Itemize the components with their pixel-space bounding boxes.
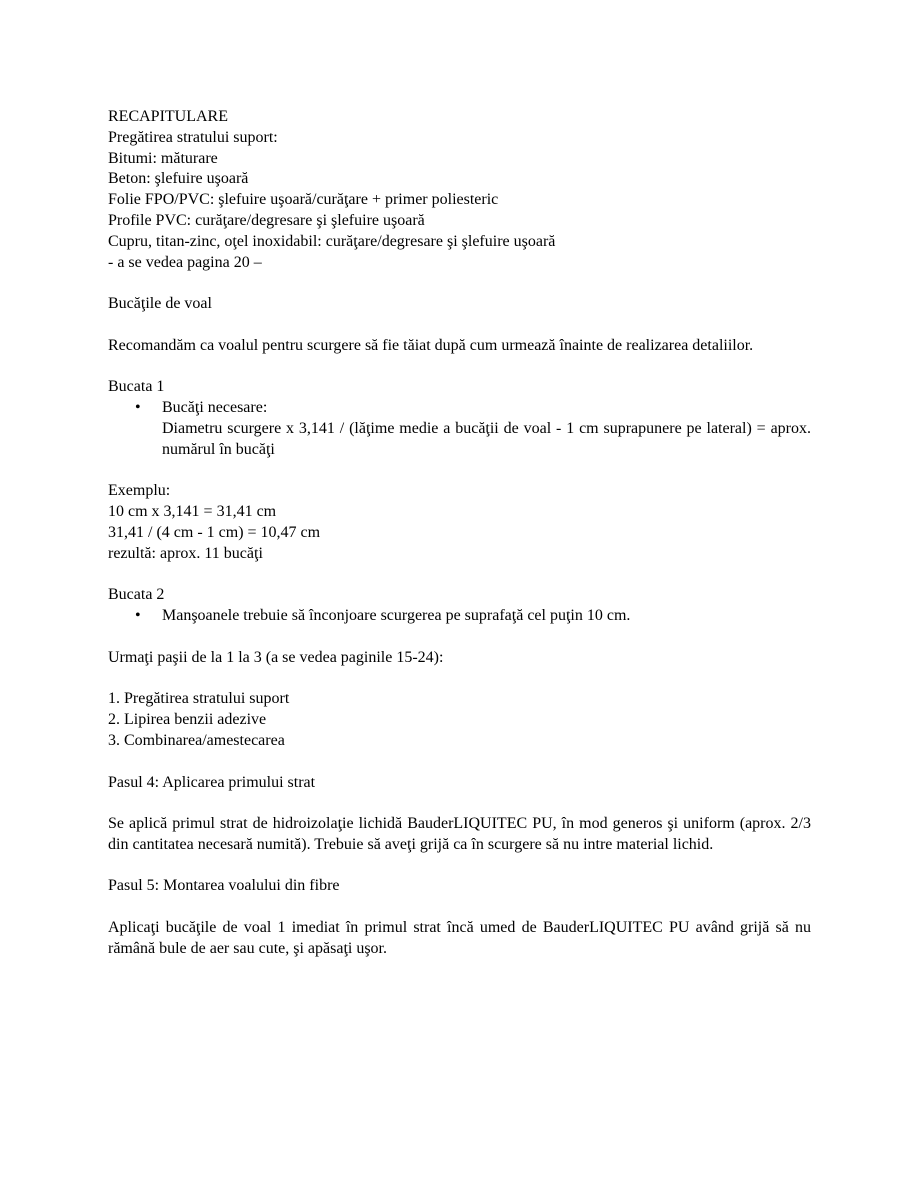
pieces-heading: Bucăţile de voal xyxy=(108,295,212,313)
example-line-2: 31,41 / (4 cm - 1 cm) = 10,47 cm xyxy=(108,523,321,541)
step-item-1: 1. Pregătirea stratului suport xyxy=(108,690,290,708)
step-item-3: 3. Combinarea/amestecarea xyxy=(108,731,285,749)
spacer xyxy=(108,565,811,586)
piece1-bullet-list xyxy=(108,398,811,460)
example-label: Exemplu: xyxy=(108,482,171,500)
step4-text: Se aplică primul strat de hidroizolaţie lichidă BauderLIQUITEC PU, în mod generos şi uniform (aprox. 2/3 din cantitatea necesară numită). Trebuie să aveţi grijă ca în scurgere să nu intre material lichid. xyxy=(108,815,811,853)
piece1-label: Bucata 1 xyxy=(108,378,165,396)
step-item-2: 2. Lipirea benzii adezive xyxy=(108,711,267,729)
prep-item-pvc-profiles: Profile PVC: curăţare/degresare şi şlefuire uşoară xyxy=(108,211,425,229)
step5-text: Aplicaţi bucăţile de voal 1 imediat în primul strat încă umed de BauderLIQUITEC PU având grijă să nu rămână bule de aer sau cute, şi apăsaţi uşor. xyxy=(108,919,811,957)
piece2-bullet-text: Manşoanele trebuie să înconjoare scurgerea pe suprafaţă cel puţin 10 cm. xyxy=(162,607,631,625)
recap-title: RECAPITULARE xyxy=(108,108,228,125)
prep-item-metals: Cupru, titan-zinc, oţel inoxidabil: curăţare/degresare şi şlefuire uşoară xyxy=(108,232,556,250)
prep-item-bitumen: Bitumi: măturare xyxy=(108,149,218,167)
pieces-recommendation: Recomandăm ca voalul pentru scurgere să fie tăiat după cum urmează înainte de realizarea detaliilor. xyxy=(108,336,754,354)
spacer xyxy=(108,752,811,773)
document-page xyxy=(108,107,811,960)
step5-heading: Pasul 5: Montarea voalului din fibre xyxy=(108,877,340,895)
piece1-bullet-title: Bucăţi necesare: xyxy=(162,399,268,417)
piece1-formula: Diametru scurgere x 3,141 / (lăţime medie a bucăţii de voal - 1 cm suprapunere pe lateral) = aprox. numărul în bucăţi xyxy=(162,419,811,458)
piece2-bullet-list xyxy=(108,606,811,627)
spacer xyxy=(108,273,811,294)
spacer xyxy=(108,897,811,918)
example-line-3: rezultă: aprox. 11 bucăţi xyxy=(108,544,263,562)
piece1-bullet-item xyxy=(135,398,811,460)
spacer xyxy=(108,669,811,690)
piece2-bullet-item xyxy=(135,606,811,627)
step4-heading: Pasul 4: Aplicarea primului strat xyxy=(108,773,316,791)
spacer xyxy=(108,627,811,648)
spacer xyxy=(108,461,811,482)
steps-intro: Urmaţi paşii de la 1 la 3 (a se vedea paginile 15-24): xyxy=(108,648,444,666)
piece2-label: Bucata 2 xyxy=(108,586,165,604)
example-line-1: 10 cm x 3,141 = 31,41 cm xyxy=(108,503,277,521)
prep-item-fpo-pvc: Folie FPO/PVC: şlefuire uşoară/curăţare + primer poliesteric xyxy=(108,191,499,209)
spacer xyxy=(108,357,811,378)
prep-item-concrete: Beton: şlefuire uşoară xyxy=(108,170,249,188)
bullet-icon: • xyxy=(135,607,141,625)
bullet-icon: • xyxy=(135,399,141,417)
spacer xyxy=(108,315,811,336)
page-reference: - a se vedea pagina 20 – xyxy=(108,253,262,271)
prep-heading: Pregătirea stratului suport: xyxy=(108,128,278,146)
spacer xyxy=(108,793,811,814)
spacer xyxy=(108,856,811,877)
